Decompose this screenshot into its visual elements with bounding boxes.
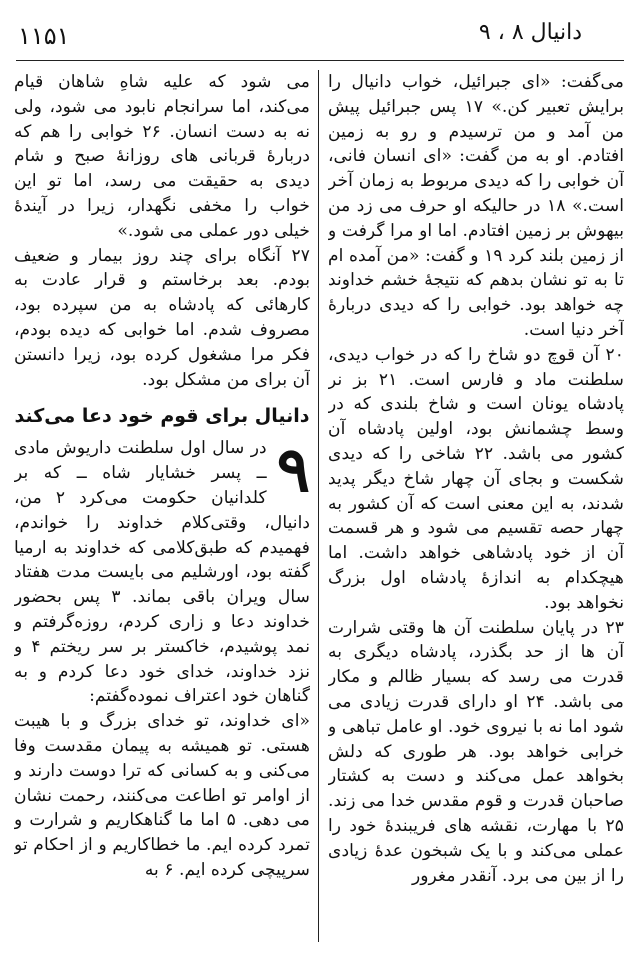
chapter-reference: دانیال ۸ ، ۹	[478, 20, 582, 45]
paragraph: در سال اول سلطنت داریوش مادی ــ پسر خشایار شاه ــ که بر کلدانیان حکومت می‌کرد ۲ من، دانیال، وقتی‌کلام خداوند را خواندم، فهمیدم که طبق‌کلامی که خداوند به ارمیا گفته بود، اورشلیم می بایست مدت هفتاد سال ویران باقی بماند. ۳ پس بحضور خداوند دعا و زاری کردم، روزه‌گرفتم و نمد پوشیدم، خاکستر بر سر ریختم ۴ و نزد خداوند، خدای خود دعا کردم و به گناهان خود اعتراف نموده‌گفتم:	[14, 438, 310, 707]
section-heading: دانیال برای قوم خود دعا می‌کند	[14, 405, 310, 428]
paragraph: می شود که علیه شاهِ شاهان قیام می‌کند، اما سرانجام نابود می شود، ولی نه به دست انسان. ۲۶ خوابی را هم که دربارهٔ قربانی های روزانهٔ صبح و شام دیدی به حقیقت می رسد، اما تو این خواب را مخفی نگهدار، زیرا در آیندهٔ خیلی دور عملی می شود.»	[14, 72, 310, 241]
paragraph: ۲۳ در پایان سلطنت آن ها وقتی شرارت آن ها از حد بگذرد، پادشاه دیگری به قدرت می رسد که بسیار ظالم و مکار می باشد. ۲۴ او دارای قدرت زیادی می شود اما نه با نیروی خود. او عامل تباهی و خرابی خواهد بود. هر طوری که دلش بخواهد عمل می‌کند و دست به کشتار صاحبان قدرت و قوم مقدس خدا می زند. ۲۵ با مهارت، نقشه های فریبندهٔ خود را عملی می‌کند و با یک شبخون عدهٔ زیادی را از بین می برد. آنقدر مغرور	[328, 617, 624, 886]
paragraph: می‌گفت: «ای جبرائیل، خواب دانیال را برایش تعبیر کن.» ۱۷ پس جبرائیل پیش من آمد و من ترسیدم و رو به زمین افتادم. او به من گفت: «ای انسان فانی، آن خوابی را که دیدی مربوط به زمان آخر است.» ۱۸ در حالیکه او حرف می زد من بیهوش بر زمین افتادم. اما او مرا گرفت و از زمین بلند کرد ۱۹ و گفت: «من آمده ام تا به تو نشان بدهم که نتیجهٔ خشم خداوند چه خواهد بود. خوابی را که دیدی دربارهٔ آخر دنیا است.	[328, 72, 624, 340]
left-column	[14, 70, 310, 945]
chapter-number: ۹	[276, 436, 310, 507]
column-divider	[318, 70, 319, 942]
header-rule	[16, 60, 624, 61]
paragraph: ۲۰ آن قوچ دو شاخ را که در خواب دیدی، سلطنت ماد و فارس است. ۲۱ بز نر پادشاه یونان است و شاخ بلندی که در وسط چشمانش بود، اولین پادشاه آن کشور می باشد. ۲۲ شاخی را که دیدی شکست و بجای آن چهار شاخ دیگر پدید شدند، به این معنی است که آن کشور به چهار حصه تقسیم می شود و هر قسمت آن از خود پادشاهی خواهد داشت. اما هیچکدام به اندازهٔ پادشاه اول بزرگ نخواهد بود.	[328, 344, 624, 613]
page-number: ۱۱۵۱	[18, 22, 70, 50]
chapter-block	[14, 436, 310, 709]
paragraph: «ای خداوند، تو خدای بزرگ و با هیبت هستی. تو همیشه به پیمان مقدست وفا می‌کنی و به کسانی که ترا دوست دارند و از اوامر تو اطاعت می‌کنند، رحمت نشان می دهی. ۵ اما ما گناهکاریم و شرارت و تمرد کرده ایم. ما خطاکاریم و از احکام تو سرپیچی کرده ایم. ۶ به	[14, 711, 310, 880]
paragraph: ۲۷ آنگاه برای چند روز بیمار و ضعیف بودم. بعد برخاستم و قرار عادت به کارهائی که پادشاه به من سپرده بود، مصروف شدم. اما خوابی که دیده بودم، فکر مرا مشغول کرده بود، زیرا دانستن آن برای من مشکل بود.	[14, 245, 310, 390]
right-column	[328, 70, 624, 945]
